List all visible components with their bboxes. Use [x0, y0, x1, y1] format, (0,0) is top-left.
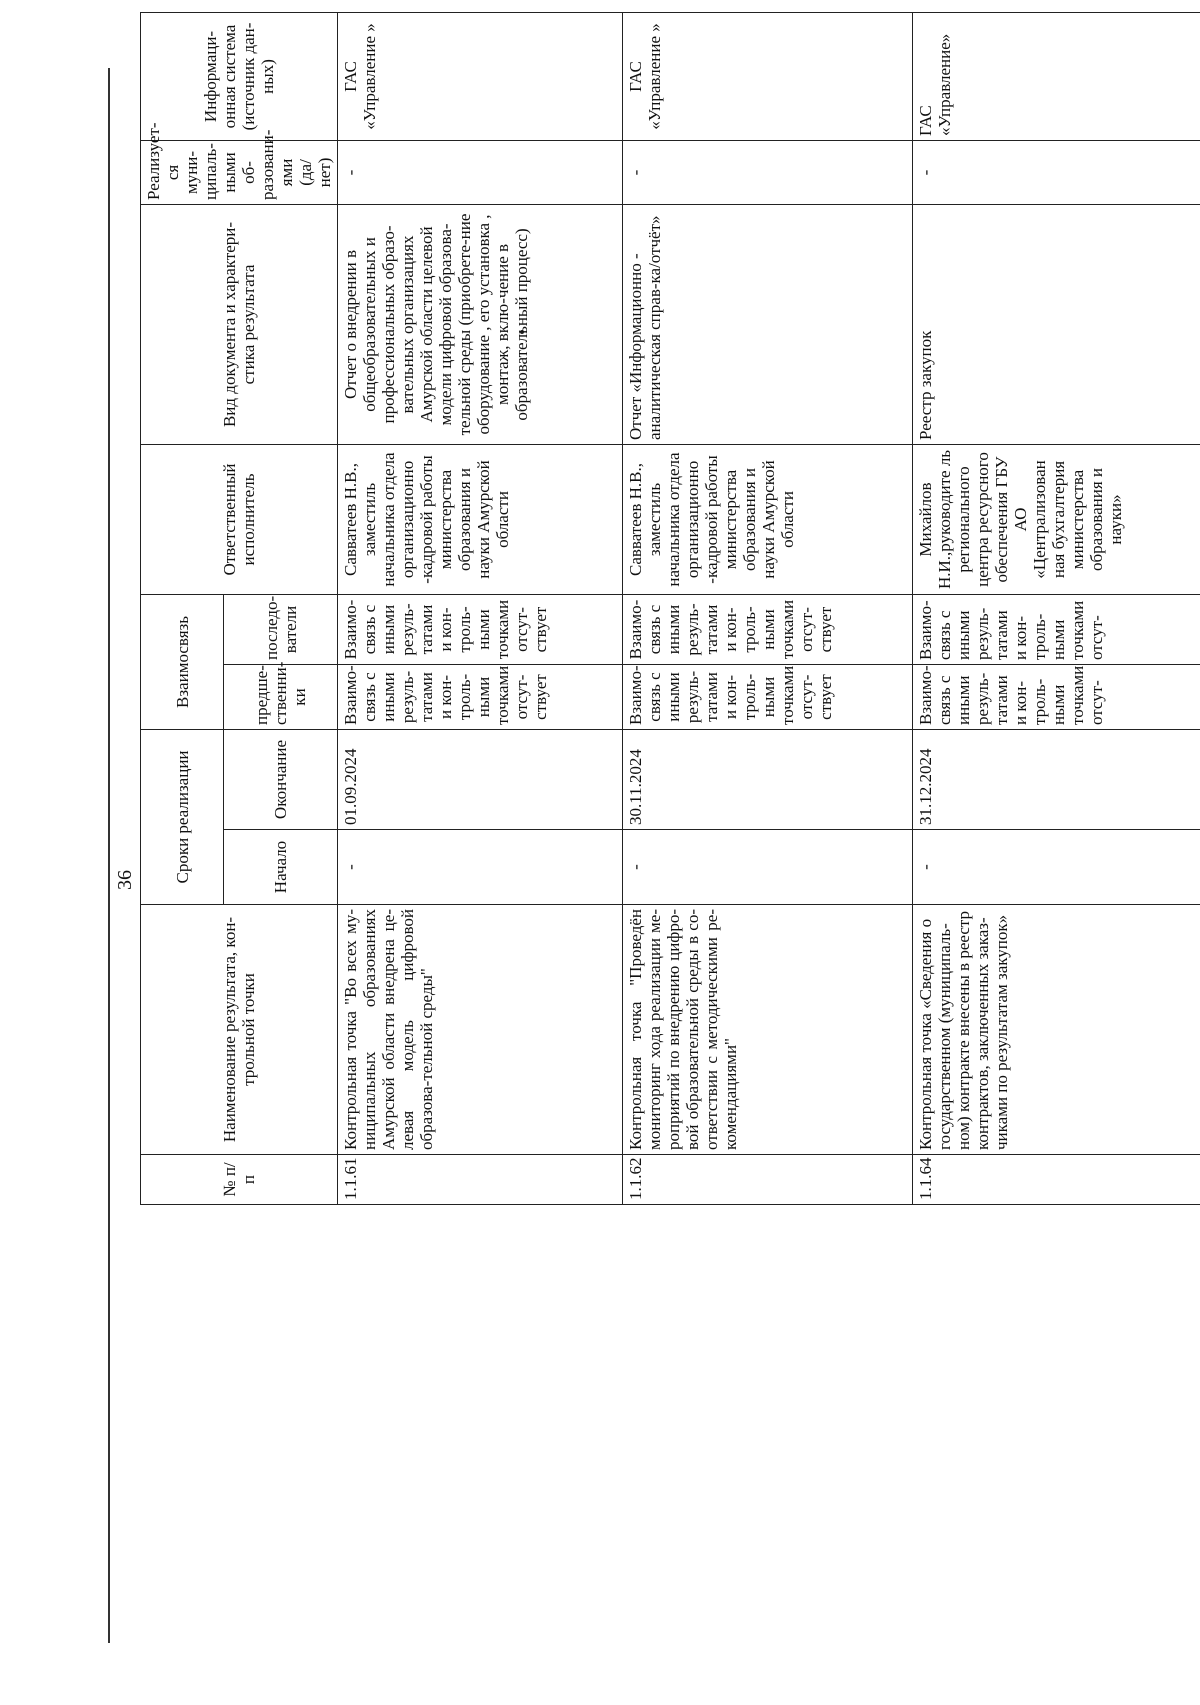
cell-successors: Взаимо-связь с иными резуль-татами и кон-троль-ными точками отсут-ствует	[338, 594, 623, 664]
cell-infosystem: ГАС «Управление »	[622, 12, 913, 140]
cell-num: 1.1.62	[622, 1155, 913, 1205]
header-end: Окончание	[224, 730, 338, 830]
cell-start: -	[913, 830, 1200, 905]
cell-municipal: -	[622, 140, 913, 204]
header-municipal: Реализует-ся муни-ципаль-ными об-разовани-ями (да/нет)	[141, 140, 338, 204]
cell-responsible: Савватеев Н.В., заместиль начальника отдела организационно -кадровой работы министерства образования и науки Амурской области	[338, 444, 623, 594]
header-predecessors: предше-ственни-ки	[224, 665, 338, 730]
cell-end: 31.12.2024	[913, 730, 1200, 830]
cell-municipal: -	[913, 140, 1200, 204]
header-num: № п/п	[141, 1155, 338, 1205]
header-successors: последо-ватели	[224, 594, 338, 664]
cell-successors: Взаимо-связь с иными резуль-татами и кон-троль-ными точками отсут-ствует	[622, 594, 913, 664]
cell-name: Контрольная точка "Во всех му-ниципальных образованиях Амурской области внедрена це-левая модель цифровой образова-тельной среды"	[338, 905, 623, 1155]
cell-end: 01.09.2024	[338, 730, 623, 830]
header-responsible: Ответственный исполнитель	[141, 444, 338, 594]
cell-document: Отчет «Информационно - аналитическая справ-ка/отчёт»	[622, 204, 913, 444]
cell-predecessors: Взаимо-связь с иными резуль-татами и кон-троль-ными точками отсут-ствует	[622, 665, 913, 730]
page-margin-line	[108, 68, 110, 1643]
header-infosystem: Информаци-онная система (источник дан-ных)	[141, 12, 338, 140]
table-row	[622, 12, 913, 1204]
header-document: Вид документа и характери-стика результата	[141, 204, 338, 444]
header-relation: Взаимосвязь	[141, 594, 224, 729]
cell-predecessors: Взаимо-связь с иными резуль-татами и кон-троль-ными точками отсут-ствует	[338, 665, 623, 730]
page-number: 36	[114, 870, 136, 890]
cell-predecessors: Взаимо-связь с иными резуль-татами и кон-троль-ными точками отсут-	[913, 665, 1200, 730]
cell-responsible: Савватеев Н.В., заместиль начальника отдела организационно -кадровой работы министерства образования и науки Амурской области	[622, 444, 913, 594]
header-terms: Сроки реализации	[141, 730, 224, 905]
header-start: Начало	[224, 830, 338, 905]
header-name: Наименование результата, кон-трольной точки	[141, 905, 338, 1155]
results-table	[140, 12, 1200, 1205]
rotated-table-container	[140, 22, 1190, 1205]
cell-successors: Взаимо-связь с иными резуль-татами и кон-троль-ными точками отсут-	[913, 594, 1200, 664]
cell-end: 30.11.2024	[622, 730, 913, 830]
cell-start: -	[338, 830, 623, 905]
cell-document: Реестр закупок	[913, 204, 1200, 444]
cell-infosystem: ГАС «Управление»	[913, 12, 1200, 140]
cell-num: 1.1.61	[338, 1155, 623, 1205]
cell-name: Контрольная точка «Сведения о государственном (муниципаль-ном) контракте внесены в реестр контрактов, заключенных заказ-чиками по результатам закупок»	[913, 905, 1200, 1155]
table-row	[338, 12, 623, 1204]
cell-infosystem: ГАС «Управление »	[338, 12, 623, 140]
cell-name: Контрольная точка "Проведён мониторинг хода реализации ме-роприятий по внедрению цифро- вой образовательной среды в со-ответствии с методическими ре-комендациями"	[622, 905, 913, 1155]
cell-document: Отчет о внедрении в общеобразовательных и профессиональных образо-вательных организациях Амурской области целевой модели цифровой образова-тельной среды (приобрете-ние оборудование , его установка , монтаж, вклю-чение в образовательный процесс)	[338, 204, 623, 444]
cell-num: 1.1.64	[913, 1155, 1200, 1205]
cell-municipal: -	[338, 140, 623, 204]
cell-start: -	[622, 830, 913, 905]
cell-responsible: Михайлов Н.И.,руководите ль регионального центра ресурсного обеспечения ГБУ АО «Централизован ная бухгалтерия министерства образования и науки»	[913, 444, 1200, 594]
table-row	[913, 12, 1200, 1204]
